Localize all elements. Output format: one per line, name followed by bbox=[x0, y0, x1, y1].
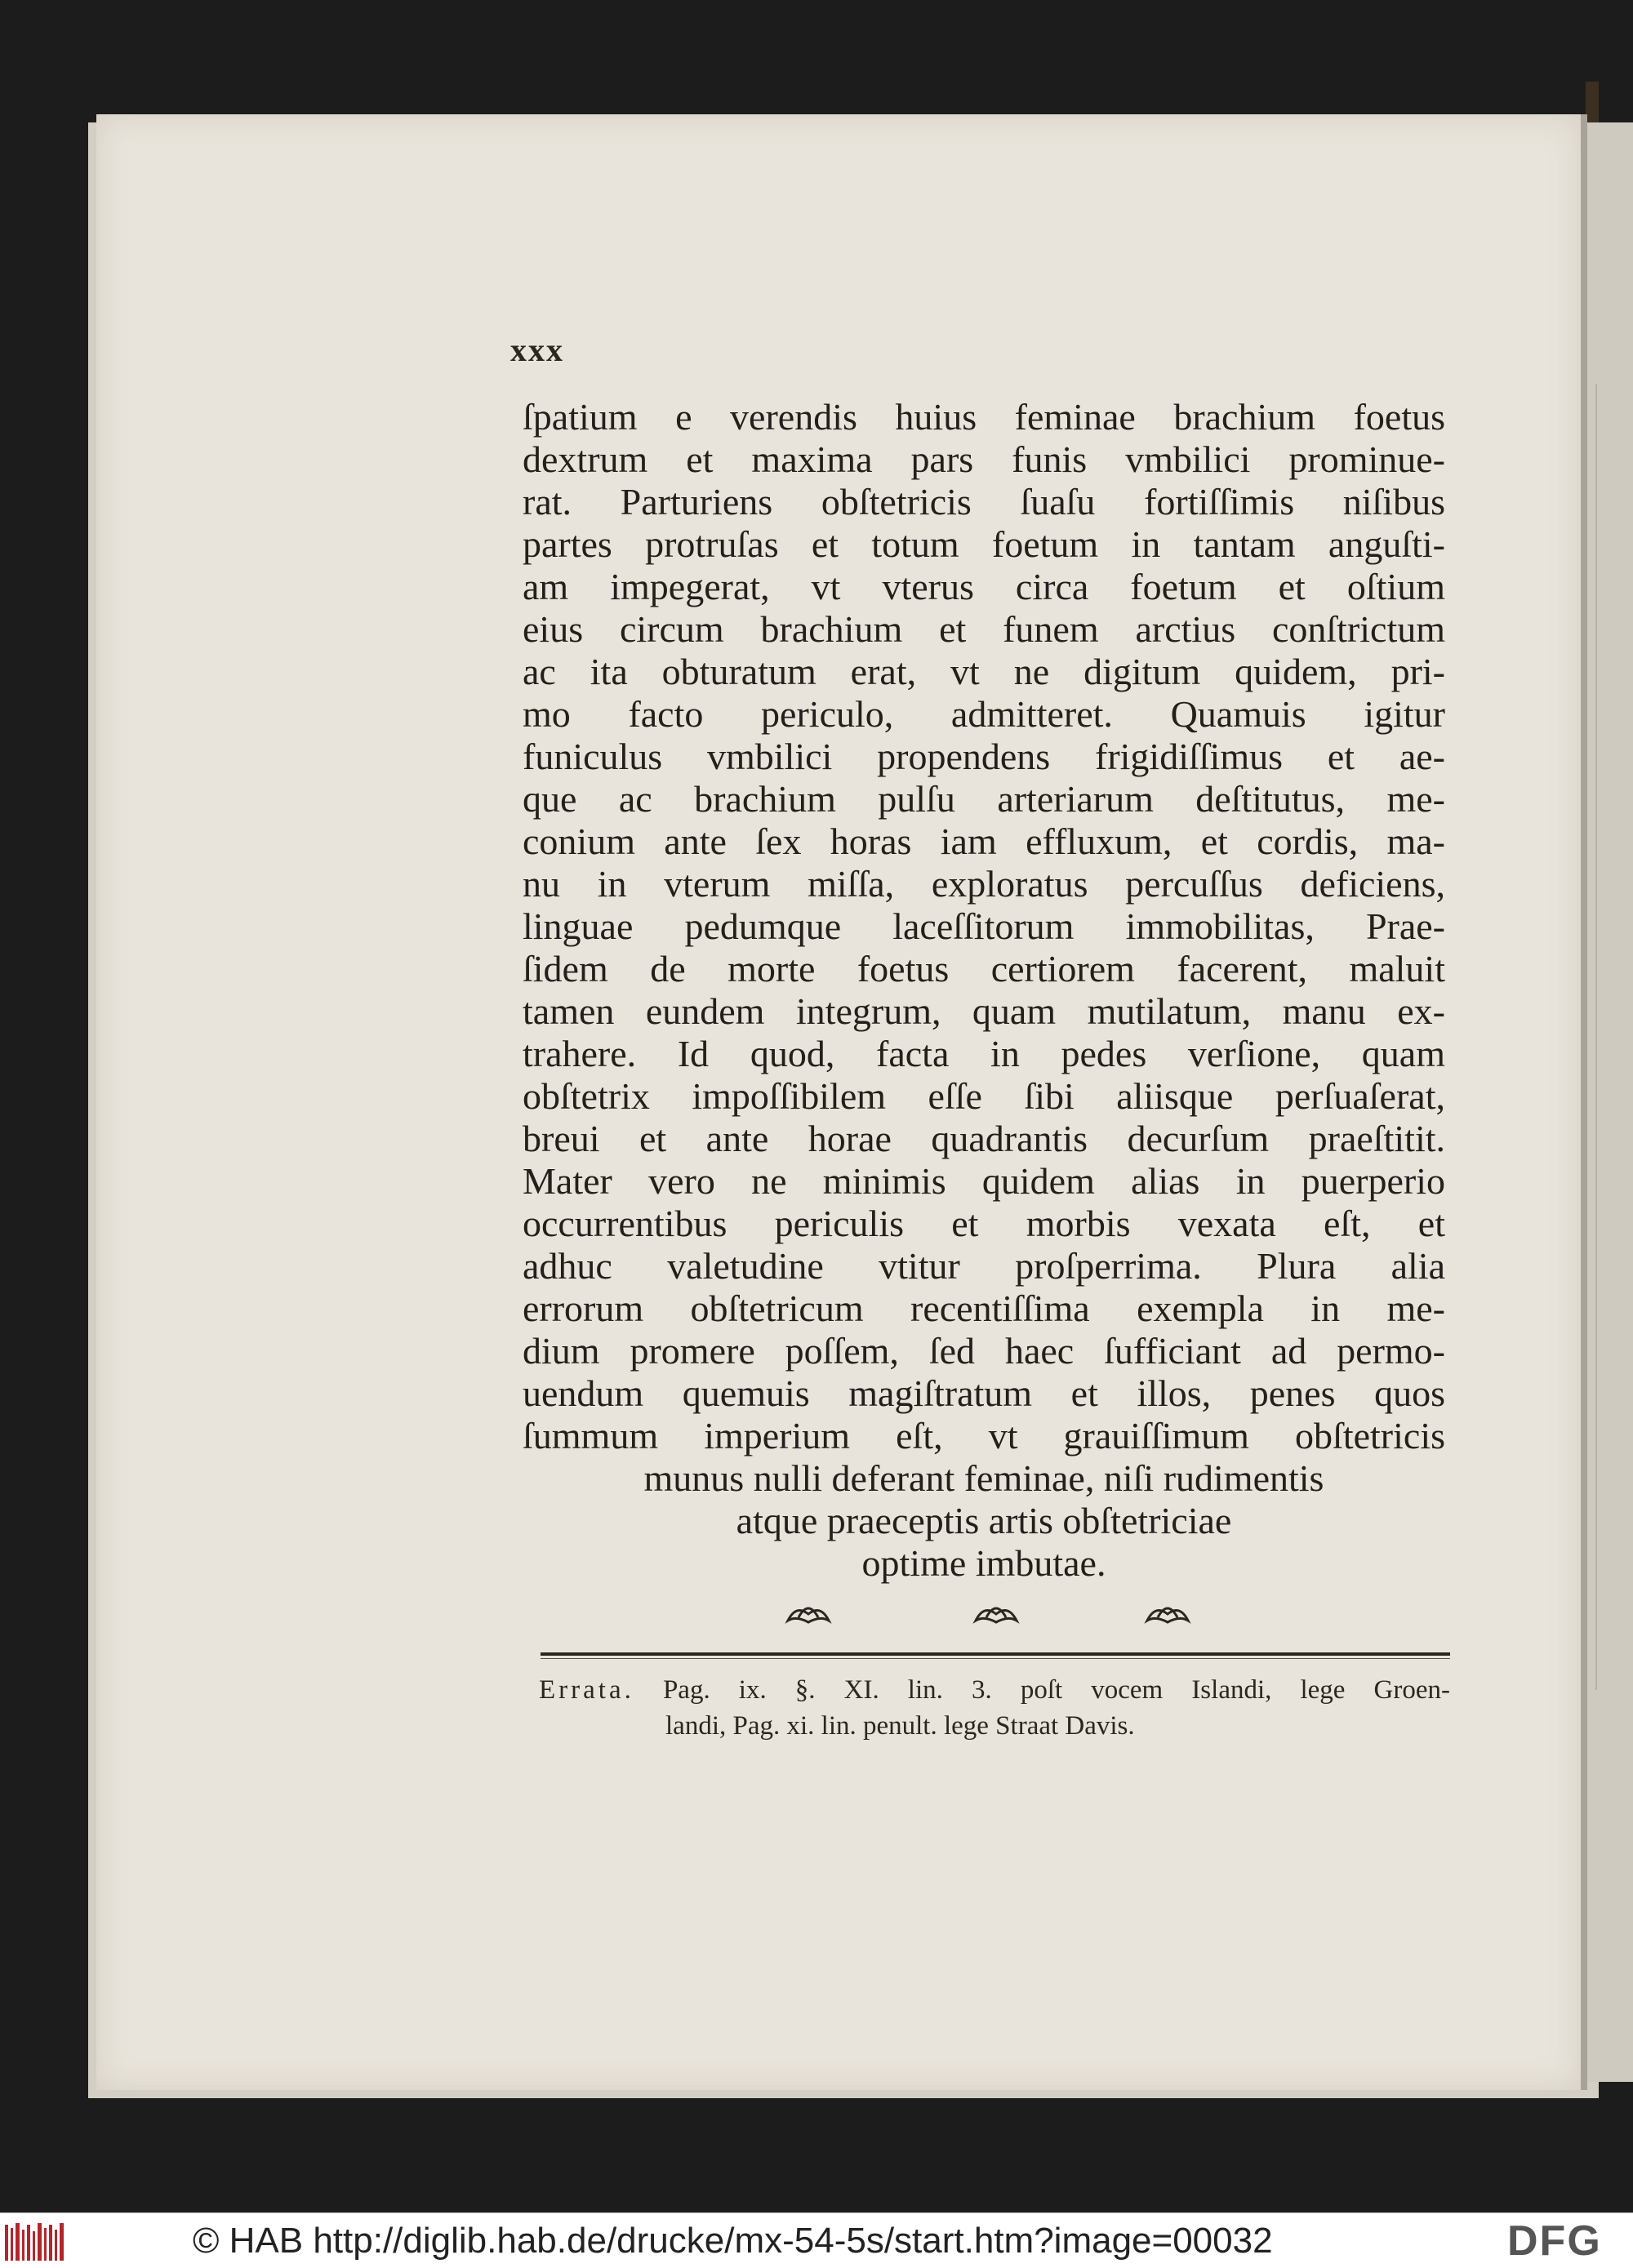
text-line: am impegerat, vt vterus circa foetum et oſtium bbox=[523, 566, 1445, 607]
text-line: linguae pedumque laceſſitorum immobilitas, Prae- bbox=[523, 905, 1445, 947]
text-line: adhuc valetudine vtitur proſperrima. Plura alia bbox=[523, 1245, 1445, 1287]
text-line: conium ante ſex horas iam effluxum, et cordis, ma- bbox=[523, 820, 1445, 862]
errata-rule bbox=[541, 1652, 1450, 1656]
closing-line: atque praeceptis artis obſtetriciae bbox=[736, 1500, 1232, 1541]
text-line: ſummum imperium eſt, vt grauiſſimum obſtetricis bbox=[523, 1415, 1445, 1456]
text-line: uendum quemuis magiſtratum et illos, penes quos bbox=[523, 1372, 1445, 1414]
text-line: errorum obſtetricum recentiſſima exempla in me- bbox=[523, 1287, 1445, 1329]
text-line: dextrum et maxima pars funis vmbilici prominue- bbox=[523, 438, 1445, 480]
text-line: que ac brachium pulſu arteriarum deſtitutus, me- bbox=[523, 778, 1445, 820]
text-line: breui et ante horae quadrantis decurſum praeſtitit. bbox=[523, 1118, 1445, 1159]
page-number: xxx bbox=[510, 331, 564, 368]
fleuron-icon bbox=[972, 1596, 1021, 1629]
fleuron-icon bbox=[1143, 1596, 1192, 1629]
viewer-footer bbox=[0, 2212, 1633, 2268]
text-line: eius circum brachium et funem arctius conſtrictum bbox=[523, 608, 1445, 650]
text-line: Mater vero ne minimis quidem alias in puerperio bbox=[523, 1160, 1445, 1202]
closing-line: munus nulli deferant feminae, niſi rudimentis bbox=[643, 1457, 1324, 1499]
errata-text-1: Pag. ix. §. XI. lin. 3. poſt vocem Islandi, lege Groen- bbox=[662, 1675, 1450, 1705]
text-line: ſpatium e verendis huius feminae brachium foetus bbox=[523, 396, 1445, 438]
text-line: obſtetrix impoſſibilem eſſe ſibi aliisque perſuaſerat, bbox=[523, 1075, 1445, 1117]
barcode-icon bbox=[3, 2220, 69, 2262]
text-line: ſidem de morte foetus certiorem facerent, maluit bbox=[523, 948, 1445, 989]
text-line: ac ita obturatum erat, vt ne digitum quidem, pri- bbox=[523, 651, 1445, 692]
errata-line-1 bbox=[539, 1672, 1450, 1708]
text-line: dium promere poſſem, ſed haec ſufficiant ad permo- bbox=[523, 1330, 1445, 1372]
errata-rule-thin bbox=[541, 1658, 1450, 1659]
errata-line-2: landi, Pag. xi. lin. penult. lege Straat Davis. bbox=[665, 1711, 1135, 1741]
closing-line: optime imbutae. bbox=[861, 1542, 1106, 1584]
text-line: mo facto periculo, admitteret. Quamuis igitur bbox=[523, 693, 1445, 735]
text-line: rat. Parturiens obſtetricis ſuaſu fortiſſimis niſibus bbox=[523, 481, 1445, 523]
errata-note bbox=[539, 1672, 1450, 1744]
fleuron-icon bbox=[784, 1596, 833, 1629]
ornament-row bbox=[784, 1596, 1208, 1637]
facing-page-shadow bbox=[1595, 384, 1630, 1690]
text-line: partes protruſas et totum foetum in tantam anguſti- bbox=[523, 523, 1445, 565]
facing-page-edge bbox=[1587, 122, 1633, 2082]
text-line: trahere. Id quod, facta in pedes verſione, quam bbox=[523, 1033, 1445, 1074]
errata-label: Errata. bbox=[539, 1675, 634, 1705]
body-text bbox=[523, 396, 1445, 1585]
text-line: tamen eundem integrum, quam mutilatum, manu ex- bbox=[523, 990, 1445, 1032]
text-line: nu in vterum miſſa, exploratus percuſſus deficiens, bbox=[523, 863, 1445, 905]
copyright-link[interactable]: © HAB http://diglib.hab.de/drucke/mx-54-5s/start.htm?image=00032 bbox=[193, 2221, 1273, 2261]
dfg-logo: DFG bbox=[1507, 2217, 1602, 2265]
text-line: funiculus vmbilici propendens frigidiſſimus et ae- bbox=[523, 736, 1445, 777]
text-line: occurrentibus periculis et morbis vexata eſt, et bbox=[523, 1203, 1445, 1244]
